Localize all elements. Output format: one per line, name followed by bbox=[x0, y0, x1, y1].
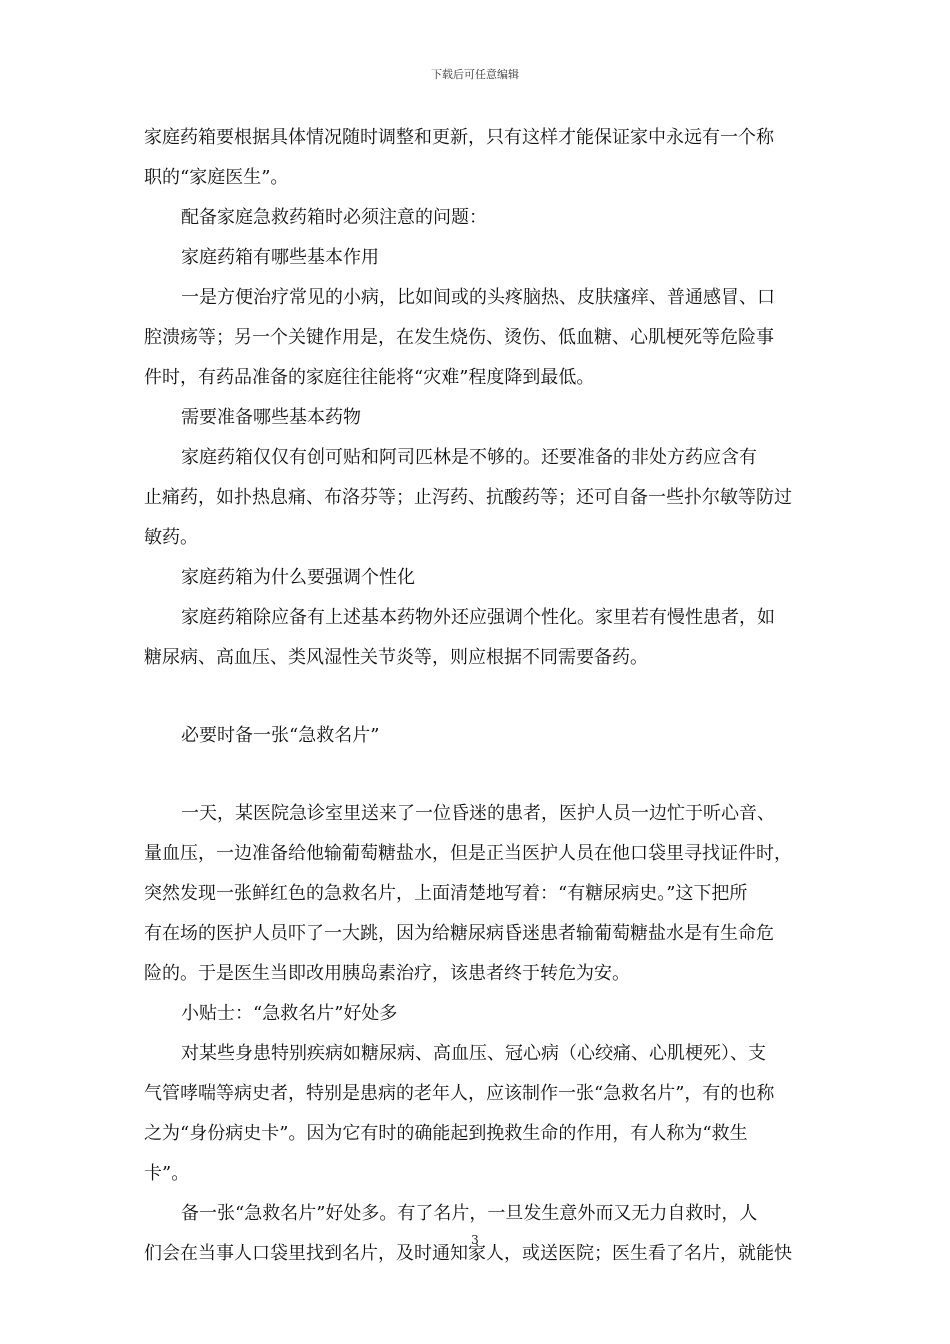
paragraph-line: 一是方便治疗常见的小病，比如间或的头疼脑热、皮肤瘙痒、普通感冒、口 bbox=[181, 287, 775, 308]
paragraph-line: 糖尿病、高血压、类风湿性关节炎等，则应根据不同需要备药。 bbox=[144, 647, 648, 668]
section-heading: 必要时备一张“急救名片” bbox=[181, 725, 380, 746]
paragraph-line: 敏药。 bbox=[144, 527, 198, 548]
paragraph-line: 家庭药箱除应备有上述基本药物外还应强调个性化。家里若有慢性患者，如 bbox=[181, 607, 775, 628]
paragraph-line: 家庭药箱要根据具体情况随时调整和更新，只有这样才能保证家中永远有一个称 bbox=[144, 127, 774, 148]
paragraph-line: 腔溃疡等；另一个关键作用是，在发生烧伤、烫伤、低血糖、心肌梗死等危险事 bbox=[144, 327, 774, 348]
paragraph-line: 家庭药箱仅仅有创可贴和阿司匹林是不够的。还要准备的非处方药应含有 bbox=[181, 447, 757, 468]
section-heading: 小贴士：“急救名片”好处多 bbox=[181, 1003, 398, 1024]
paragraph-line: 配备家庭急救药箱时必须注意的问题： bbox=[181, 207, 487, 228]
paragraph-line: 职的“家庭医生”。 bbox=[144, 167, 289, 188]
paragraph-line: 对某些身患特别疾病如糖尿病、高血压、冠心病（心绞痛、心肌梗死）、支 bbox=[181, 1043, 766, 1064]
section-heading: 需要准备哪些基本药物 bbox=[181, 407, 361, 428]
paragraph-line: 止痛药，如扑热息痛、布洛芬等；止泻药、抗酸药等；还可自备一些扑尔敏等防过 bbox=[144, 487, 792, 508]
paragraph-line: 突然发现一张鲜红色的急救名片，上面清楚地写着：“有糖尿病史。”这下把所 bbox=[144, 883, 748, 904]
document-body bbox=[144, 118, 812, 1274]
paragraph-line: 气管哮喘等病史者，特别是患病的老年人，应该制作一张“急救名片”，有的也称 bbox=[144, 1083, 775, 1104]
page-header: 下载后可任意编辑 bbox=[431, 68, 519, 81]
paragraph-line: 卡”。 bbox=[144, 1163, 190, 1184]
paragraph-line: 量血压，一边准备给他输葡萄糖盐水，但是正当医护人员在他口袋里寻找证件时， bbox=[144, 843, 792, 864]
spacer bbox=[144, 756, 812, 794]
paragraph-line: 备一张“急救名片”好处多。有了名片，一旦发生意外而又无力自救时，人 bbox=[181, 1203, 758, 1224]
paragraph-line: 们会在当事人口袋里找到名片，及时通知家人，或送医院；医生看了名片，就能快 bbox=[144, 1243, 792, 1264]
section-heading: 家庭药箱为什么要强调个性化 bbox=[181, 567, 415, 588]
paragraph-line: 件时，有药品准备的家庭往往能将“灾难”程度降到最低。 bbox=[144, 367, 595, 388]
page-number: 3 bbox=[471, 1233, 479, 1247]
section-heading: 家庭药箱有哪些基本作用 bbox=[181, 247, 379, 268]
paragraph-line: 有在场的医护人员吓了一大跳，因为给糖尿病昏迷患者输葡萄糖盐水是有生命危 bbox=[144, 923, 774, 944]
paragraph-line: 险的。于是医生当即改用胰岛素治疗，该患者终于转危为安。 bbox=[144, 963, 630, 984]
paragraph-line: 之为“身份病史卡”。因为它有时的确能起到挽救生命的作用，有人称为“救生 bbox=[144, 1123, 748, 1144]
spacer bbox=[144, 678, 812, 716]
paragraph-line: 一天，某医院急诊室里送来了一位昏迷的患者，医护人员一边忙于听心音、 bbox=[181, 803, 775, 824]
